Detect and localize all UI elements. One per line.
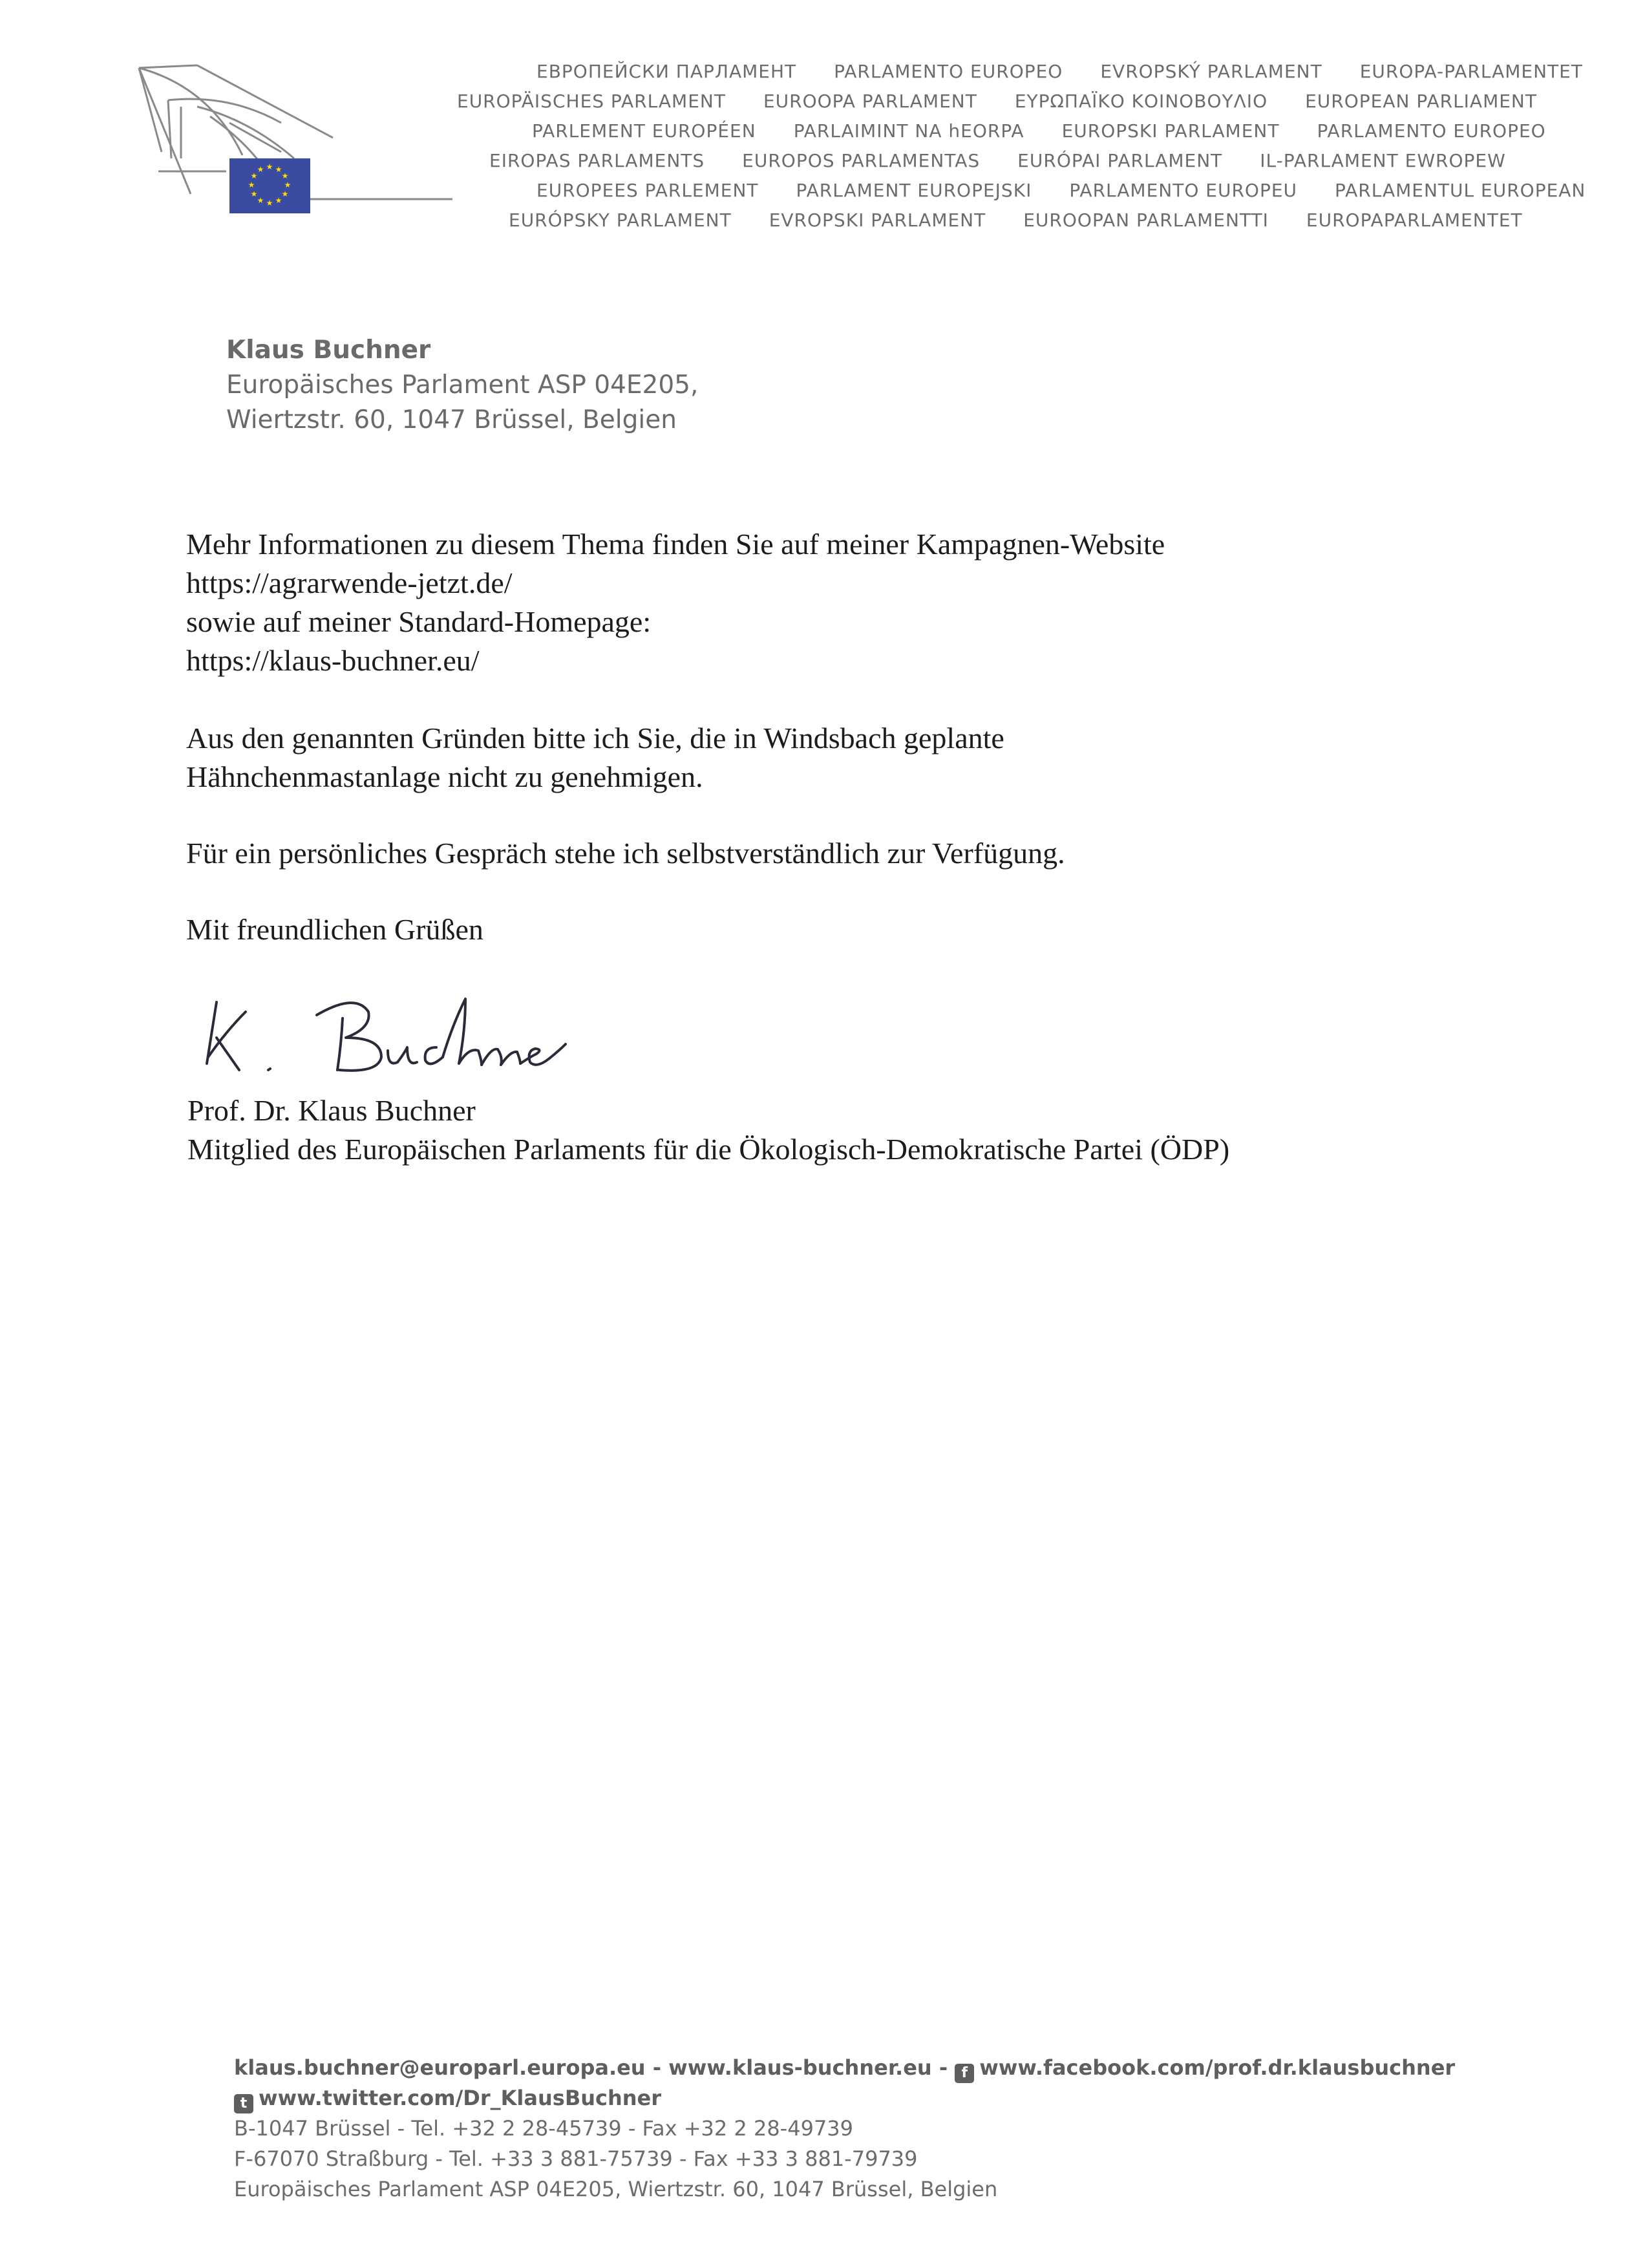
parliament-name: EUROPA-PARLAMENTET xyxy=(1359,61,1583,82)
sender-address-line: Europäisches Parlament ASP 04E205, xyxy=(226,370,699,400)
svg-text:★: ★ xyxy=(257,196,264,205)
email-link[interactable]: klaus.buchner@europarl.europa.eu xyxy=(234,2055,646,2080)
twitter-link[interactable]: www.twitter.com/Dr_KlausBuchner xyxy=(259,2086,661,2110)
footer-twitter-line xyxy=(234,2083,1462,2113)
parliament-name: ΕΥΡΩΠΑΪΚΟ ΚΟΙΝΟΒΟΥΛΙΟ xyxy=(1014,91,1268,112)
footer-brussels-line: B-1047 Brüssel - Tel. +32 2 28-45739 - Fax +32 2 28-49739 xyxy=(234,2116,854,2141)
parliament-name: EUROOPAN PARLAMENTTI xyxy=(1023,209,1269,231)
parliament-name: EVROPSKI PARLAMENT xyxy=(769,209,986,231)
sender-block xyxy=(226,333,698,438)
parliament-name: PARLEMENT EUROPÉEN xyxy=(532,120,756,142)
svg-text:★: ★ xyxy=(250,189,258,198)
footer xyxy=(234,2053,1462,2205)
svg-text:★: ★ xyxy=(281,189,289,198)
parliament-name: EUROPEAN PARLIAMENT xyxy=(1305,91,1537,112)
footer-separator: - xyxy=(931,2055,955,2080)
svg-text:★: ★ xyxy=(248,180,255,189)
body-line: Hähnchenmastanlage nicht zu genehmigen. xyxy=(186,760,703,793)
parliament-name: PARLAMENT EUROPEJSKI xyxy=(796,180,1032,201)
signatory-name: Prof. Dr. Klaus Buchner xyxy=(187,1094,476,1127)
parliament-name: EUROPEES PARLEMENT xyxy=(536,180,759,201)
parliament-name: EURÓPAI PARLAMENT xyxy=(1017,150,1223,171)
svg-text:★: ★ xyxy=(250,171,258,180)
parliament-name: PARLAIMINT NA hEORPA xyxy=(793,120,1024,142)
homepage-link: https://klaus-buchner.eu/ xyxy=(186,644,480,677)
european-parliament-logo xyxy=(133,61,456,249)
signature xyxy=(194,986,646,1102)
closing-line: Mit freundlichen Grüßen xyxy=(186,913,483,946)
header-row xyxy=(536,61,1620,91)
parliament-name: ЕВРОПЕЙСКИ ПАРЛАМЕНТ xyxy=(536,61,797,82)
header-row xyxy=(457,91,1575,120)
parliament-name: EUROPOS PARLAMENTAS xyxy=(742,150,981,171)
parliament-name: EUROPÄISCHES PARLAMENT xyxy=(457,91,726,112)
parliament-name: EIROPAS PARLAMENTS xyxy=(489,150,705,171)
parliament-name: EURÓPSKY PARLAMENT xyxy=(509,209,732,231)
campaign-link: https://agrarwende-jetzt.de/ xyxy=(186,566,513,599)
svg-text:★: ★ xyxy=(284,180,292,189)
parliament-name: PARLAMENTO EUROPEU xyxy=(1069,180,1298,201)
letter-body xyxy=(186,525,1479,949)
sender-address-line: Wiertzstr. 60, 1047 Brüssel, Belgien xyxy=(226,405,677,434)
header-row xyxy=(536,180,1623,209)
svg-text:★: ★ xyxy=(275,165,282,174)
parliament-name: IL-PARLAMENT EWROPEW xyxy=(1260,150,1506,171)
facebook-link[interactable]: www.facebook.com/prof.dr.klausbuchner xyxy=(979,2055,1456,2080)
footer-strasbourg-line: F-67070 Straßburg - Tel. +33 3 881-75739 - Fax +33 3 881-79739 xyxy=(234,2146,918,2171)
header-row xyxy=(532,120,1584,150)
parliament-name: PARLAMENTO EUROPEO xyxy=(834,61,1063,82)
parliament-name: EUROPSKI PARLAMENT xyxy=(1061,120,1280,142)
body-line: Für ein persönliches Gespräch stehe ich selbstverständlich zur Verfügung. xyxy=(186,837,1065,870)
body-line: Mehr Informationen zu diesem Thema finden Sie auf meiner Kampagnen-Website xyxy=(186,528,1165,561)
facebook-icon: f xyxy=(955,2064,974,2083)
header-row xyxy=(509,209,1560,239)
parliament-name: EUROOPA PARLAMENT xyxy=(763,91,977,112)
footer-separator: - xyxy=(645,2055,669,2080)
svg-text:★: ★ xyxy=(266,198,273,208)
footer-contact-line xyxy=(234,2053,1462,2083)
svg-text:★: ★ xyxy=(257,165,264,174)
sender-name: Klaus Buchner xyxy=(226,336,431,365)
parliament-name: EUROPAPARLAMENTET xyxy=(1306,209,1523,231)
eu-flag-icon xyxy=(229,158,310,213)
header-row xyxy=(489,150,1544,180)
footer-address-line: Europäisches Parlament ASP 04E205, Wiertzstr. 60, 1047 Brüssel, Belgien xyxy=(234,2177,998,2201)
website-link[interactable]: www.klaus-buchner.eu xyxy=(668,2055,932,2080)
twitter-icon: t xyxy=(234,2094,253,2113)
signatory-title: Mitglied des Europäischen Parlaments für die Ökologisch-Demokratische Partei (ÖDP) xyxy=(187,1133,1230,1166)
body-line: Aus den genannten Gründen bitte ich Sie, die in Windsbach geplante xyxy=(186,722,1004,754)
svg-text:★: ★ xyxy=(266,162,273,171)
svg-text:★: ★ xyxy=(281,171,289,180)
signoff-block xyxy=(187,1091,1229,1169)
parliament-name: PARLAMENTO EUROPEO xyxy=(1317,120,1546,142)
parliament-name: PARLAMENTUL EUROPEAN xyxy=(1335,180,1586,201)
body-line: sowie auf meiner Standard-Homepage: xyxy=(186,605,652,638)
svg-text:★: ★ xyxy=(275,196,282,205)
parliament-name: EVROPSKÝ PARLAMENT xyxy=(1100,61,1322,82)
